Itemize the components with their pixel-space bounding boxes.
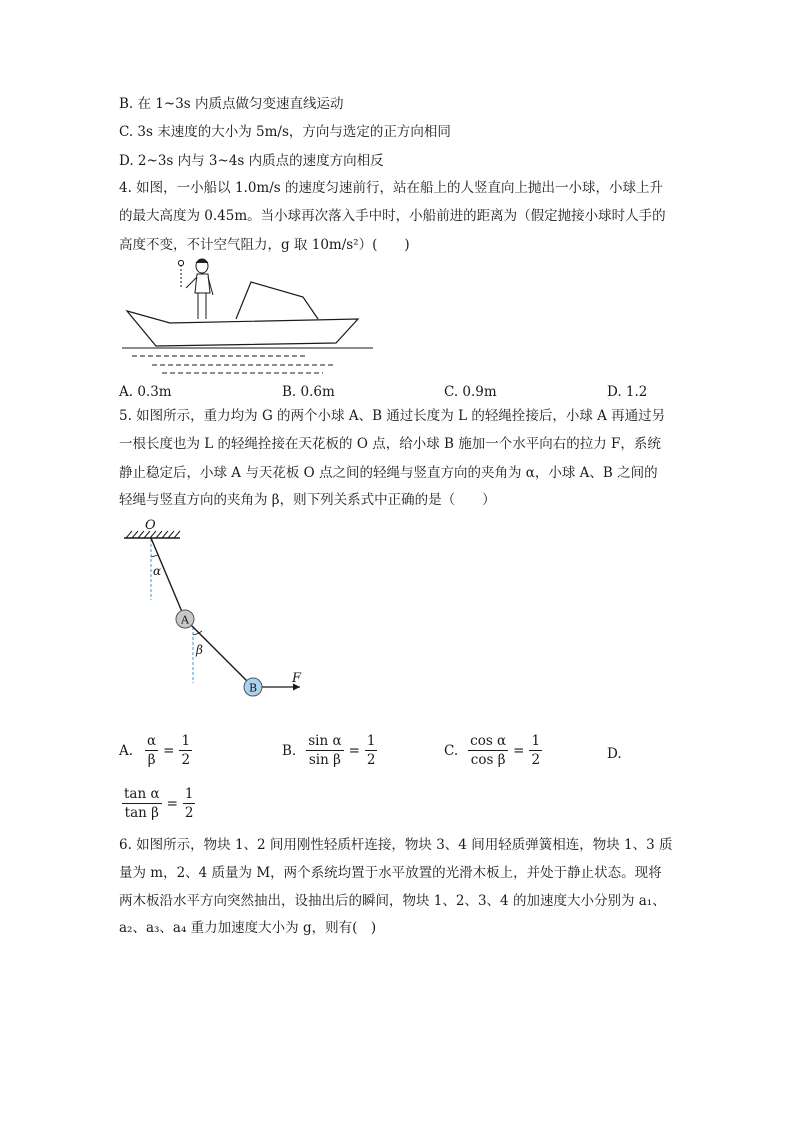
- q5-text-line1: 5. 如图所示，重力均为 G 的两个小球 A、B 通过长度为 L 的轻绳拴接后，小球 A 再通过另: [119, 408, 666, 424]
- q5-text-line4: 轻绳与竖直方向的夹角为 β，则下列关系式中正确的是（ ）: [119, 492, 496, 508]
- q4-text-line3: 高度不变，不计空气阻力，g 取 10m/s²）( ): [119, 237, 410, 253]
- q6-text-line1: 6. 如图所示，物块 1、2 间用刚性轻质杆连接，物块 3、4 间用轻质弹簧相连，物块 1、3 质: [119, 837, 673, 853]
- ball: [178, 260, 183, 265]
- rope-oa: [151, 538, 185, 619]
- q4-option-a: A. 0.3m: [119, 384, 172, 400]
- option-c-prev: C. 3s 末速度的大小为 5m/s，方向与选定的正方向相同: [119, 124, 451, 140]
- alpha-arc: [151, 555, 158, 557]
- q5-text-line3: 静止稳定后，小球 A 与天花板 O 点之间的轻绳与竖直方向的夹角为 α，小球 A、B 之间的: [119, 465, 658, 481]
- q4-option-d: D. 1.2: [607, 384, 648, 400]
- q4-option-b: B. 0.6m: [282, 384, 335, 400]
- pendulum-figure: [118, 515, 318, 700]
- boat-cabin: [236, 282, 318, 319]
- force-label: F: [292, 671, 302, 686]
- person: [186, 259, 213, 319]
- beta-label: β: [196, 643, 203, 657]
- q5-option-c: C. $\frac{\text{cos α}}{\text{cos β}}$ = $\frac{1}{2}$: [444, 733, 541, 768]
- q6-text-line4: a₂、a₃、a₄ 重力加速度大小为 g，则有( ): [119, 920, 377, 936]
- q5-option-d: $\frac{\text{tan α}}{\text{tan β}}$ = $\frac{1}{2}$: [124, 786, 194, 821]
- q5-option-b: B. $\frac{\text{sin α}}{\text{sin β}}$ = $\frac{1}{2}$: [282, 733, 376, 768]
- q5-option-a: A. $\frac{\alpha}{\beta}$ = $\frac{1}{2}$: [119, 733, 191, 768]
- q5-option-d-label: D.: [607, 746, 622, 762]
- ball-a-label: A: [181, 613, 189, 627]
- q4-text-line2: 的最大高度为 0.45m。当小球再次落入手中时，小船前进的距离为（假定抛接小球时人手的: [119, 208, 666, 224]
- option-d-prev: D. 2~3s 内与 3~4s 内质点的速度方向相反: [119, 153, 384, 169]
- boat-figure: [118, 255, 383, 380]
- q5-text-line2: 一根长度也为 L 的轻绳拴接在天花板的 O 点，给小球 B 施加一个水平向右的拉力 F，系统: [119, 436, 661, 452]
- alpha-label: α: [153, 564, 162, 578]
- q6-text-line3: 两木板沿水平方向突然抽出，设抽出后的瞬间，物块 1、2、3、4 的加速度大小分别为 a₁、: [119, 893, 666, 909]
- option-b-prev: B. 在 1~3s 内质点做匀变速直线运动: [119, 96, 344, 112]
- q4-text-line1: 4. 如图，一小船以 1.0m/s 的速度匀速前行，站在船上的人竖直向上抛出一小球，小球上升: [119, 180, 664, 196]
- point-o-label: O: [145, 518, 156, 533]
- q4-option-c: C. 0.9m: [444, 384, 497, 400]
- ball-b-label: B: [248, 681, 258, 695]
- q6-text-line2: 量为 m，2、4 质量为 M，两个系统均置于水平放置的光滑木板上，并处于静止状态。现将: [119, 865, 662, 881]
